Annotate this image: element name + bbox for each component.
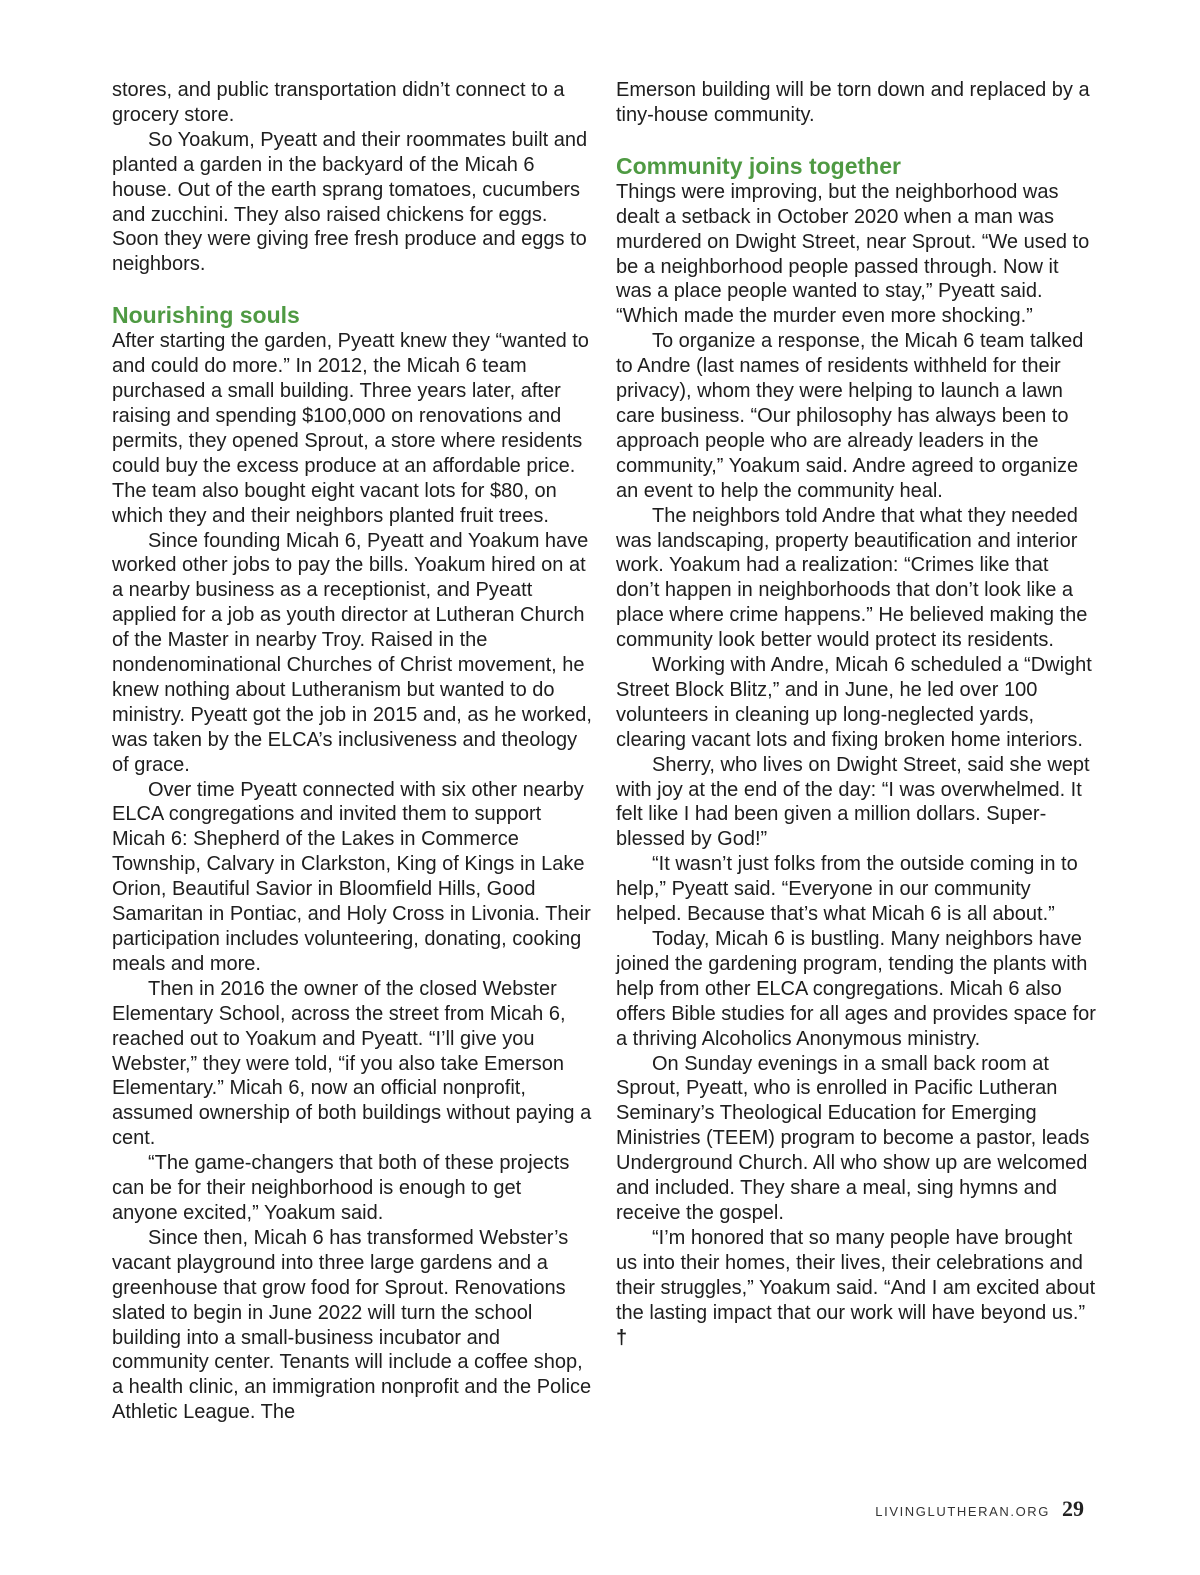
paragraph: The neighbors told Andre that what they needed was landscaping, property beautification and interior work. Yoakum had a realization: “Crimes like that don’t happen in neighborhoods that don’t look like a place where crime happens.” He believed making the community look better would protect its residents. xyxy=(616,504,1088,652)
paragraph: Since founding Micah 6, Pyeatt and Yoakum have worked other jobs to pay the bills. Yoakum hired on at a nearby business as a receptionist, and Pyeatt applied for a job as youth director at Lutheran Church of the Master in nearby Troy. Raised in the nondenominational Churches of Christ movement, he knew nothing about Lutheranism but wanted to do ministry. Pyeatt got the job in 2015 and, as he worked, was taken by the ELCA’s inclusiveness and theology of grace. xyxy=(112,529,592,776)
paragraph: To organize a response, the Micah 6 team talked to Andre (last names of residents withheld for their privacy), whom they were helping to launch a lawn care business. “Our philosophy has always been to approach people who are already leaders in the community,” Yoakum said. Andre agreed to organize an event to help the community heal. xyxy=(616,330,1084,502)
section-heading-nourishing-souls: Nourishing souls xyxy=(112,302,300,329)
right-column xyxy=(616,78,1096,1350)
paragraph: On Sunday evenings in a small back room at Sprout, Pyeatt, who is enrolled in Pacific Lutheran Seminary’s Theological Education for Emerging Ministries (TEEM) program to become a pastor, leads Underground Church. All who show up are welcomed and included. They share a meal, sing hymns and receive the gospel. xyxy=(616,1052,1090,1224)
page-number: 29 xyxy=(1062,1496,1084,1521)
section-heading-community-joins-together: Community joins together xyxy=(616,152,901,179)
paragraph: Sherry, who lives on Dwight Street, said she wept with joy at the end of the day: “I was overwhelmed. It felt like I had been given a million dollars. Super-blessed by God!” xyxy=(616,753,1090,851)
paragraph: “The game-changers that both of these projects can be for their neighborhood is enough to get anyone excited,” Yoakum said. xyxy=(112,1152,570,1224)
page-footer xyxy=(875,1496,1084,1522)
paragraph: stores, and public transportation didn’t connect to a grocery store. xyxy=(112,79,565,126)
paragraph: Then in 2016 the owner of the closed Webster Elementary School, across the street from Micah 6, reached out to Yoakum and Pyeatt. “I’ll give you Webster,” they were told, “if you also take Emerson Elementary.” Micah 6, now an official nonprofit, assumed ownership of both buildings without paying a cent. xyxy=(112,977,592,1150)
paragraph: Things were improving, but the neighborhood was dealt a setback in October 2020 when a man was murdered on Dwight Street, near Sprout. “We used to be a neighborhood people passed through. Now it was a place people wanted to stay,” Pyeatt said. “Which made the murder even more shocking.” xyxy=(616,180,1090,328)
paragraph xyxy=(616,1226,1096,1351)
paragraph: Emerson building will be torn down and replaced by a tiny-house community. xyxy=(616,79,1090,126)
cross-end-mark-icon: † xyxy=(616,1326,628,1349)
paragraph: After starting the garden, Pyeatt knew they “wanted to and could do more.” In 2012, the Micah 6 team purchased a small building. Three years later, after raising and spending $100,000 on renovations and permits, they opened Sprout, a store where residents could buy the excess produce at an affordable price. The team also bought eight vacant lots for $80, on which they and their neighbors planted fruit trees. xyxy=(112,330,589,527)
closing-quote-text: “I’m honored that so many people have brought us into their homes, their lives, their celebrations and their struggles,” Yoakum said. “And I am excited about the lasting impact that our work will have beyond us.” xyxy=(616,1226,1096,1324)
paragraph: Over time Pyeatt connected with six other nearby ELCA congregations and invited them to support Micah 6: Shepherd of the Lakes in Commerce Township, Calvary in Clarkston, King of Kings in Lake Orion, Beautiful Savior in Bloomfield Hills, Good Samaritan in Pontiac, and Holy Cross in Livonia. Their participation includes volunteering, donating, cooking meals and more. xyxy=(112,778,591,975)
website-label: LIVINGLUTHERAN.ORG xyxy=(875,1504,1050,1519)
left-column xyxy=(112,78,592,1425)
paragraph: Today, Micah 6 is bustling. Many neighbors have joined the gardening program, tending the plants with help from other ELCA congregations. Micah 6 also offers Bible studies for all ages and provides space for a thriving Alcoholics Anonymous ministry. xyxy=(616,928,1096,1050)
paragraph: Working with Andre, Micah 6 scheduled a “Dwight Street Block Blitz,” and in June, he led over 100 volunteers in cleaning up long-neglected yards, clearing vacant lots and fixing broken home interiors. xyxy=(616,654,1092,751)
paragraph: Since then, Micah 6 has transformed Webster’s vacant playground into three large gardens and a greenhouse that grow food for Sprout. Renovations slated to begin in June 2022 will turn the school building into a small-business incubator and community center. Tenants will include a coffee shop, a health clinic, an immigration nonprofit and the Police Athletic League. The xyxy=(112,1226,592,1424)
paragraph: “It wasn’t just folks from the outside coming in to help,” Pyeatt said. “Everyone in our community helped. Because that’s what Micah 6 is all about.” xyxy=(616,853,1078,926)
paragraph: So Yoakum, Pyeatt and their roommates built and planted a garden in the backyard of the Micah 6 house. Out of the earth sprang tomatoes, cucumbers and zucchini. They also raised chickens for eggs. Soon they were giving free fresh produce and eggs to neighbors. xyxy=(112,128,588,276)
